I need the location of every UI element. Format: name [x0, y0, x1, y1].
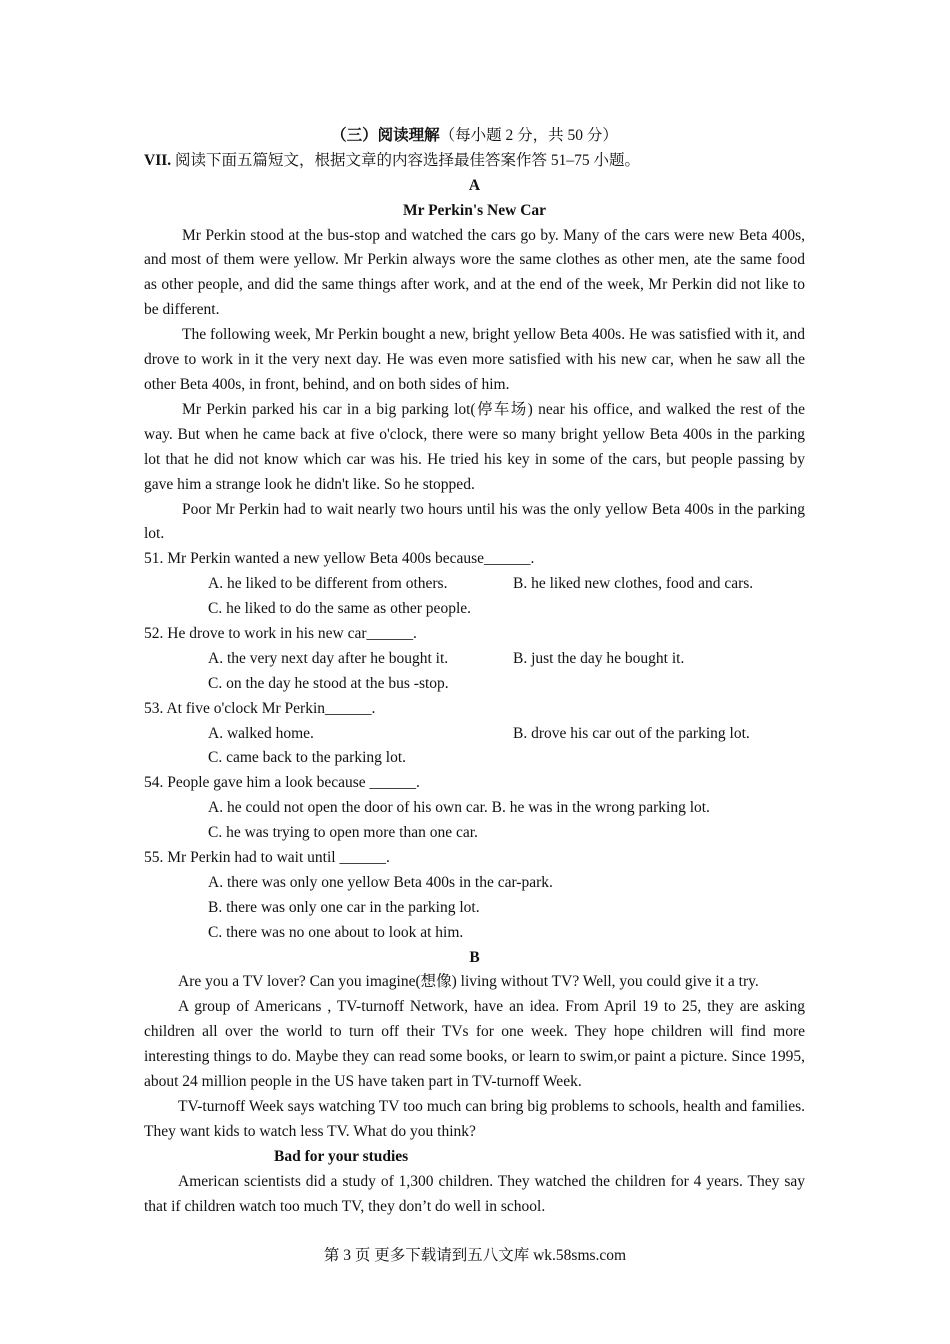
option-c: C. he was trying to open more than one car.: [208, 824, 478, 842]
passage-b-paragraph: A group of Americans , TV-turnoff Network, have an idea. From April 19 to 25, they are asking children all over the world to turn off their TVs for one week. They hope children will find more interesting things to do. Maybe they can read some books, or learn to swim,or paint a picture. Since 1995, about 24 million people in the US have taken part in TV-turnoff Week.: [144, 998, 805, 1091]
document-page: [144, 124, 805, 1220]
passage-a-paragraph: Mr Perkin parked his car in a big parking lot(停车场) near his office, and walked the rest of the way. But when he came back at five o'clock, there were so many bright yellow Beta 400s in the parking lot that he did not know which car was his. He tried his key in some of the cars, but people passing by gave him a strange look he didn't like. So he stopped.: [144, 400, 805, 493]
question-stem: 54. People gave him a look because ______.: [144, 774, 420, 792]
option-row: [144, 572, 805, 597]
option-b: B. there was only one car in the parking lot.: [208, 898, 480, 916]
passage-a-paragraph: The following week, Mr Perkin bought a new, bright yellow Beta 400s. He was satisfied with it, and drove to work in it the very next day. He was even more satisfied with his new car, when he saw all the other Beta 400s, in front, behind, and on both sides of him.: [144, 326, 805, 393]
option-b: B. just the day he bought it.: [513, 649, 685, 667]
section-title-bold: （三）阅读理解: [331, 127, 440, 144]
question-stem: 55. Mr Perkin had to wait until ______.: [144, 849, 390, 867]
section-title: [144, 124, 805, 149]
instruction-text: 阅读下面五篇短文，根据文章的内容选择最佳答案作答 51–75 小题。: [171, 151, 641, 169]
question-stem: 52. He drove to work in his new car______.: [144, 625, 417, 643]
passage-a-paragraph: Mr Perkin stood at the bus-stop and watched the cars go by. Many of the cars were new Beta 400s, and most of them were yellow. Mr Perkin always wore the same clothes as other men, ate the same food as other people, and did the same things after work, and at the end of the week, Mr Perkin did not like to be different.: [144, 226, 805, 319]
question-stem: 51. Mr Perkin wanted a new yellow Beta 400s because______.: [144, 550, 535, 568]
passage-a-title: Mr Perkin's New Car: [402, 201, 547, 219]
option-row: [144, 647, 805, 672]
question-stem: 53. At five o'clock Mr Perkin______.: [144, 699, 376, 717]
option-c: C. came back to the parking lot.: [208, 749, 406, 767]
option-a-b: A. he could not open the door of his own car. B. he was in the wrong parking lot.: [208, 799, 710, 817]
option-a: A. there was only one yellow Beta 400s in the car-park.: [208, 873, 553, 891]
option-row: [144, 722, 805, 747]
option-a: A. he liked to be different from others.: [208, 575, 448, 593]
option-c: C. he liked to do the same as other people.: [208, 600, 472, 618]
passage-a-letter: A: [468, 176, 481, 194]
passage-b-subheading: Bad for your studies: [274, 1147, 409, 1165]
section-instruction: [144, 149, 805, 174]
option-a: A. the very next day after he bought it.: [208, 649, 449, 667]
passage-b-paragraph: Are you a TV lover? Can you imagine(想像) living without TV? Well, you could give it a try.: [178, 973, 759, 991]
page-footer: 第 3 页 更多下载请到五八文库 wk.58sms.com: [323, 1247, 627, 1264]
section-title-score: （每小题 2 分，共 50 分）: [439, 127, 618, 144]
passage-b-paragraph: American scientists did a study of 1,300 children. They watched the children for 4 years. They say that if children watch too much TV, they don’t do well in school.: [144, 1172, 805, 1215]
option-a: A. walked home.: [208, 724, 314, 742]
passage-b-paragraph: TV-turnoff Week says watching TV too much can bring big problems to schools, health and families. They want kids to watch less TV. What do you think?: [144, 1098, 805, 1140]
passage-b-letter: B: [469, 948, 480, 966]
option-b: B. drove his car out of the parking lot.: [513, 724, 750, 742]
option-b: B. he liked new clothes, food and cars.: [513, 575, 754, 593]
passage-a-paragraph: Poor Mr Perkin had to wait nearly two hours until his was the only yellow Beta 400s in the parking lot.: [144, 500, 805, 543]
option-c: C. on the day he stood at the bus -stop.: [208, 674, 449, 692]
option-c: C. there was no one about to look at him.: [208, 923, 464, 941]
instruction-label: VII.: [144, 151, 172, 169]
